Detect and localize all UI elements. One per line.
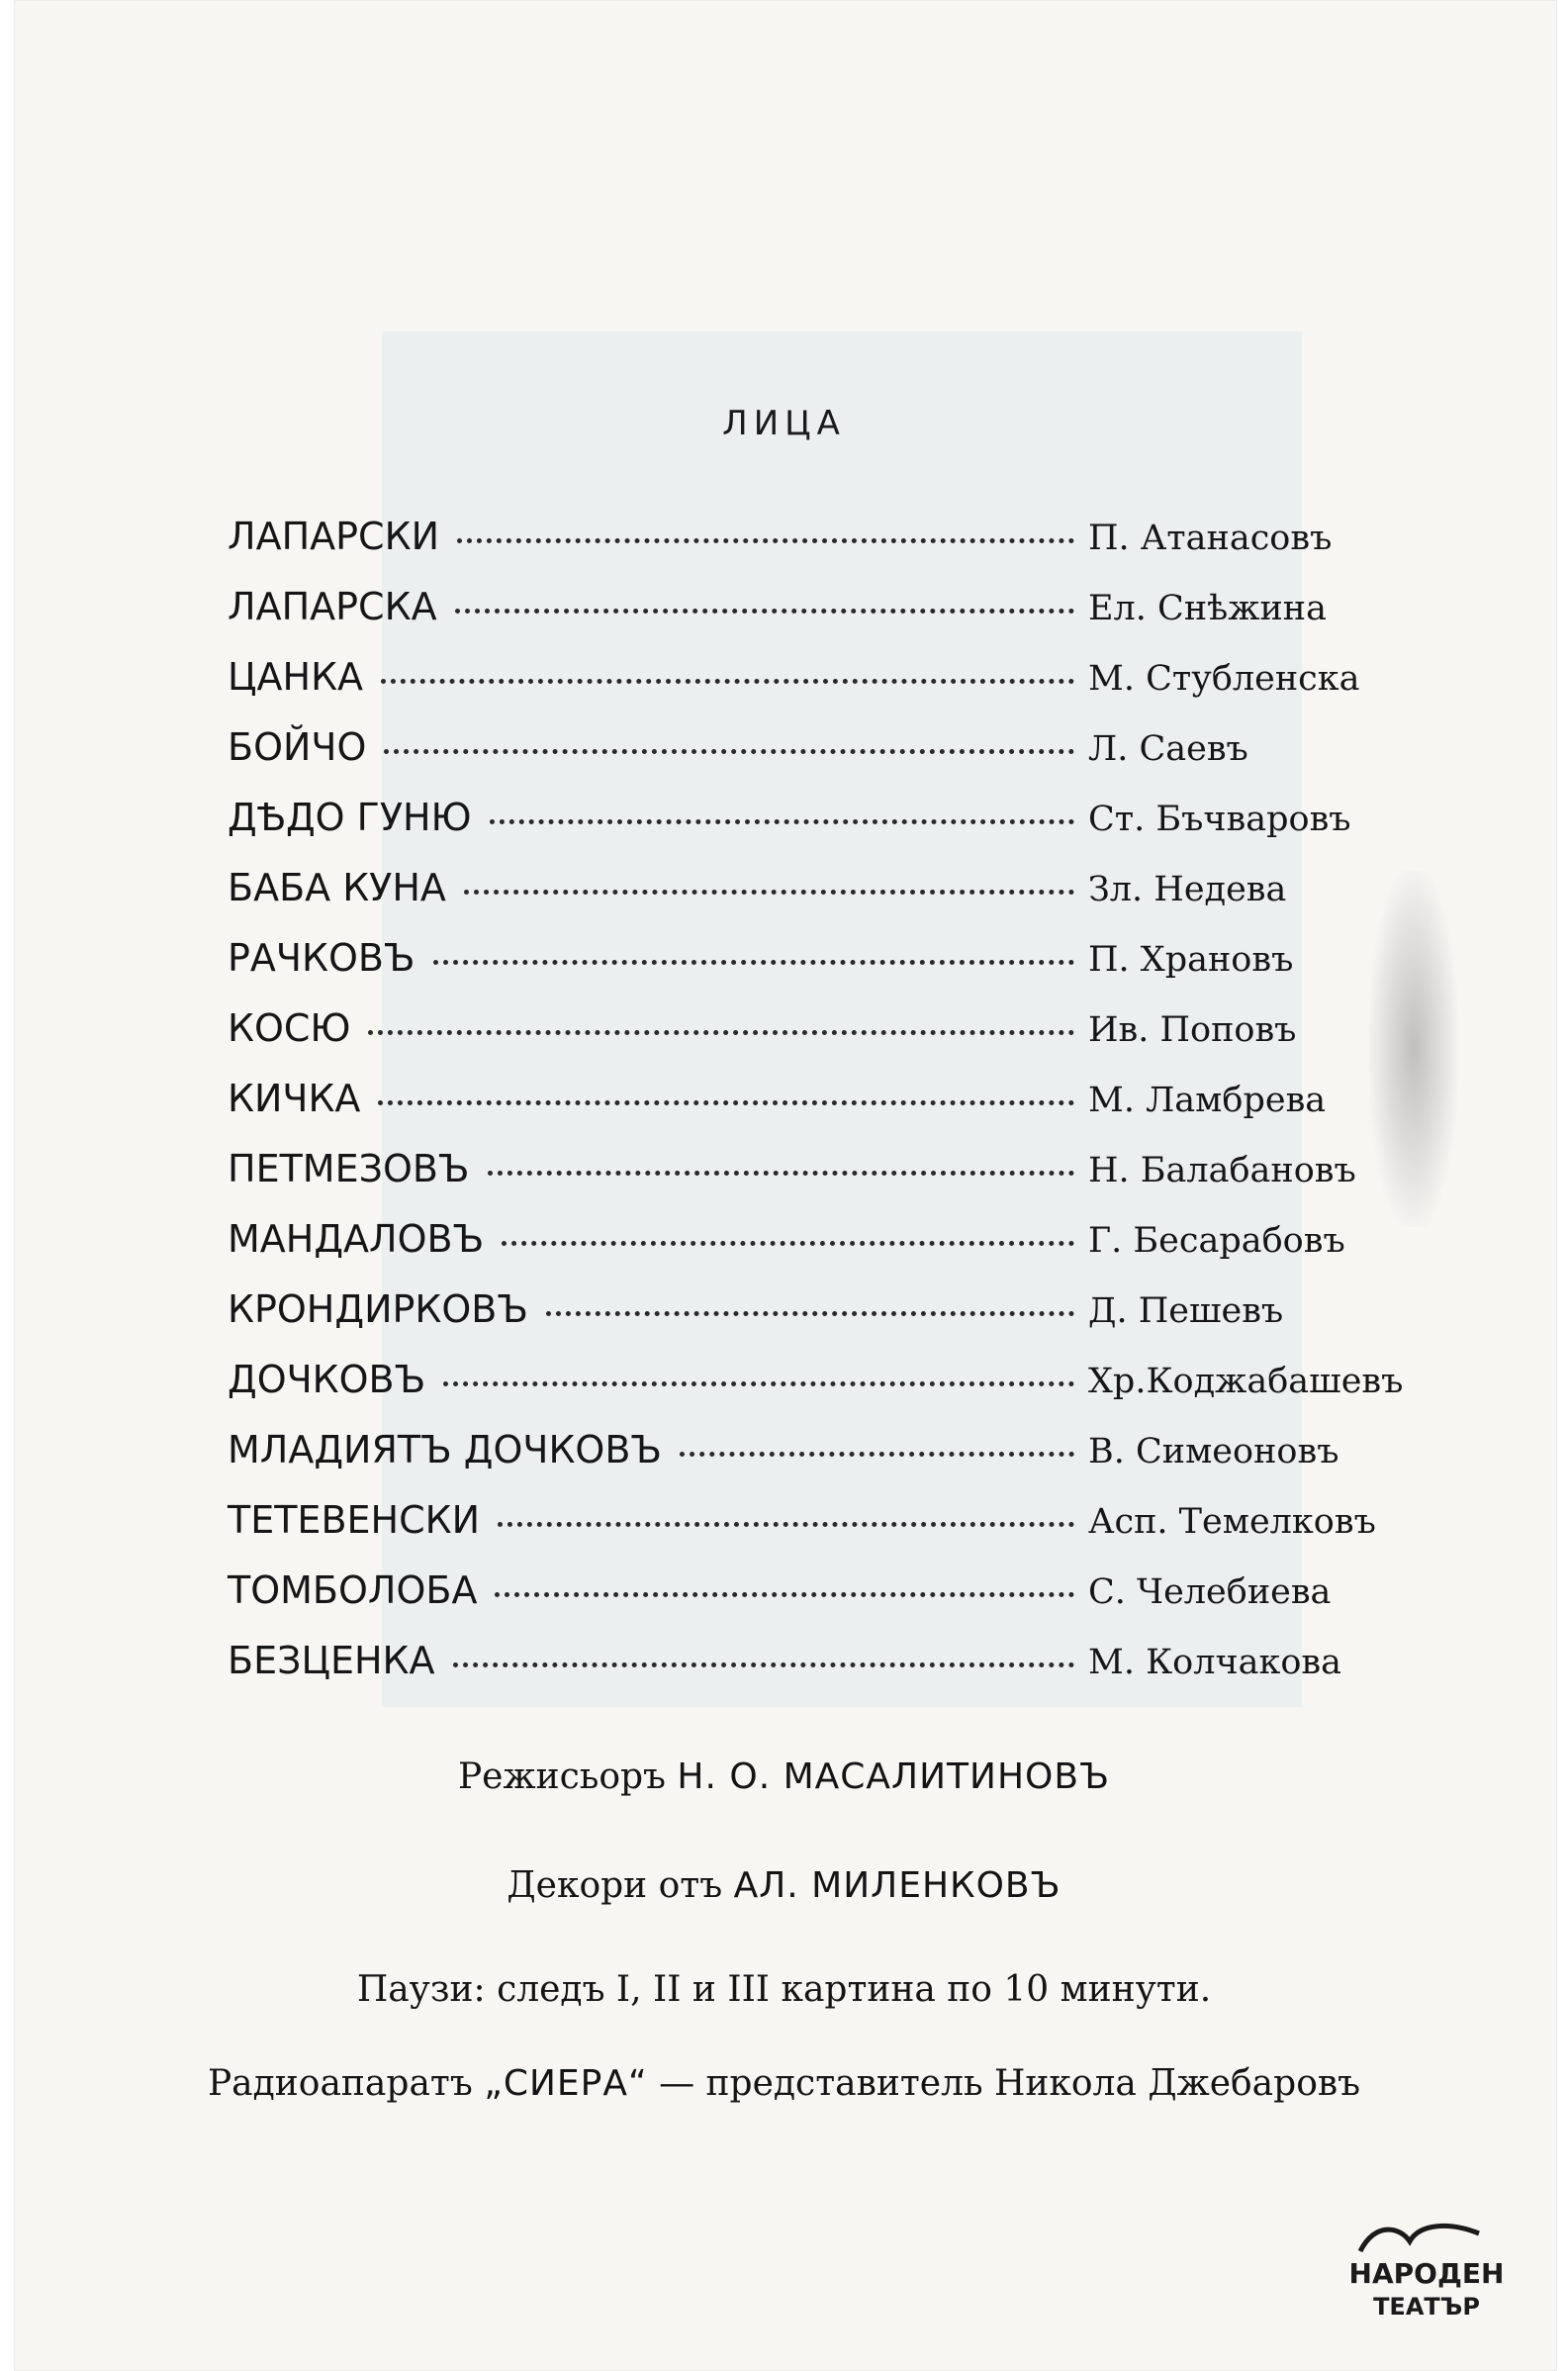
cast-row <box>228 1568 1415 1639</box>
cast-row <box>228 1147 1415 1217</box>
national-theatre-logo <box>1340 2212 1514 2330</box>
dot-leader <box>498 1521 1074 1527</box>
role-name: ЛАПАРСКИ <box>228 515 439 558</box>
actor-name: Ст. Бъчваровъ <box>1088 800 1351 839</box>
actor-name: Г. Бесарабовъ <box>1088 1221 1345 1261</box>
cast-heading: ЛИЦА <box>722 404 846 443</box>
cast-row <box>228 1639 1415 1709</box>
cast-row <box>228 1217 1415 1287</box>
role-name: КОСЮ <box>228 1006 351 1050</box>
actor-name: Хр.Коджабашевъ <box>1088 1362 1404 1401</box>
role-name: РАЧКОВЪ <box>228 936 415 980</box>
actor-name: Л. Саевъ <box>1088 729 1248 769</box>
director-name: Н. О. МАСАЛИТИНОВЪ <box>677 1756 1111 1797</box>
actor-name: Зл. Недева <box>1088 870 1287 909</box>
cast-row <box>228 1287 1415 1358</box>
cast-row <box>228 796 1415 866</box>
actor-name: М. Ламбрева <box>1088 1081 1327 1120</box>
cast-row <box>228 1428 1415 1498</box>
cast-row <box>228 655 1415 725</box>
director-label: Режисьоръ <box>457 1756 666 1797</box>
radio-ad <box>0 2063 1568 2104</box>
role-name: ДѢДО ГУНЮ <box>228 796 472 839</box>
logo-line1: НАРОДЕН <box>1348 2257 1505 2290</box>
role-name: ТЕТЕВЕНСКИ <box>228 1498 481 1542</box>
decor-label: Декори отъ <box>507 1865 723 1906</box>
dot-leader <box>443 1380 1074 1386</box>
role-name: ПЕТМЕЗОВЪ <box>228 1147 470 1190</box>
dot-leader <box>680 1451 1074 1457</box>
actor-name: С. Челебиева <box>1088 1572 1332 1612</box>
actor-name: М. Колчакова <box>1088 1643 1342 1682</box>
role-name: БЕЗЦЕНКА <box>228 1639 435 1682</box>
cast-list <box>228 515 1415 1709</box>
dot-leader <box>457 537 1074 543</box>
director-credit <box>0 1756 1568 1797</box>
radio-brand: „СИЕРА“ <box>484 2063 648 2104</box>
role-name: КРОНДИРКОВЪ <box>228 1287 528 1331</box>
actor-name: Асп. Темелковъ <box>1088 1502 1376 1542</box>
actor-name: П. Храновъ <box>1088 940 1294 980</box>
cast-row <box>228 1498 1415 1568</box>
actor-name: Д. Пешевъ <box>1088 1291 1284 1331</box>
actor-name: Ел. Снѣжина <box>1088 589 1327 628</box>
dot-leader <box>490 818 1074 824</box>
role-name: БОЙЧО <box>228 725 367 769</box>
radio-label: Радиоапаратъ <box>207 2063 473 2104</box>
role-name: БАБА КУНА <box>228 866 446 909</box>
dot-leader <box>455 608 1074 614</box>
dot-leader <box>495 1591 1074 1597</box>
dot-leader <box>453 1661 1074 1667</box>
cast-row <box>228 725 1415 796</box>
dot-leader <box>378 1099 1074 1105</box>
role-name: КИЧКА <box>228 1077 361 1120</box>
role-name: ЦАНКА <box>228 655 364 699</box>
dot-leader <box>433 959 1074 965</box>
pauses-note: Паузи: следъ I, II и III картина по 10 минути. <box>356 1969 1212 2010</box>
actor-name: Ив. Поповъ <box>1088 1010 1297 1050</box>
cast-row <box>228 1077 1415 1147</box>
logo-signature-mark <box>1360 2226 1479 2251</box>
role-name: ТОМБОЛОБА <box>228 1568 478 1612</box>
dot-leader <box>368 1029 1074 1035</box>
cast-row <box>228 866 1415 936</box>
actor-name: В. Симеоновъ <box>1088 1432 1339 1471</box>
role-name: МЛАДИЯТЪ ДОЧКОВЪ <box>228 1428 663 1471</box>
role-name: ДОЧКОВЪ <box>228 1358 426 1401</box>
actor-name: М. Стубленска <box>1088 659 1360 699</box>
dot-leader <box>488 1170 1074 1176</box>
cast-row <box>228 936 1415 1006</box>
dot-leader <box>381 678 1074 684</box>
radio-text: — представитель Никола Джебаровъ <box>659 2063 1361 2104</box>
cast-row <box>228 585 1415 655</box>
cast-row <box>228 1358 1415 1428</box>
dot-leader <box>502 1240 1074 1246</box>
cast-row <box>228 515 1415 585</box>
dot-leader <box>384 748 1074 754</box>
decor-credit <box>0 1865 1568 1906</box>
decor-name: АЛ. МИЛЕНКОВЪ <box>733 1865 1061 1906</box>
actor-name: П. Атанасовъ <box>1088 519 1333 558</box>
role-name: ЛАПАРСКА <box>228 585 437 628</box>
logo-line2: ТЕАТЪР <box>1373 2293 1480 2321</box>
dot-leader <box>546 1310 1074 1316</box>
dot-leader <box>464 889 1074 895</box>
cast-row <box>228 1006 1415 1077</box>
role-name: МАНДАЛОВЪ <box>228 1217 485 1261</box>
actor-name: Н. Балабановъ <box>1088 1151 1356 1190</box>
